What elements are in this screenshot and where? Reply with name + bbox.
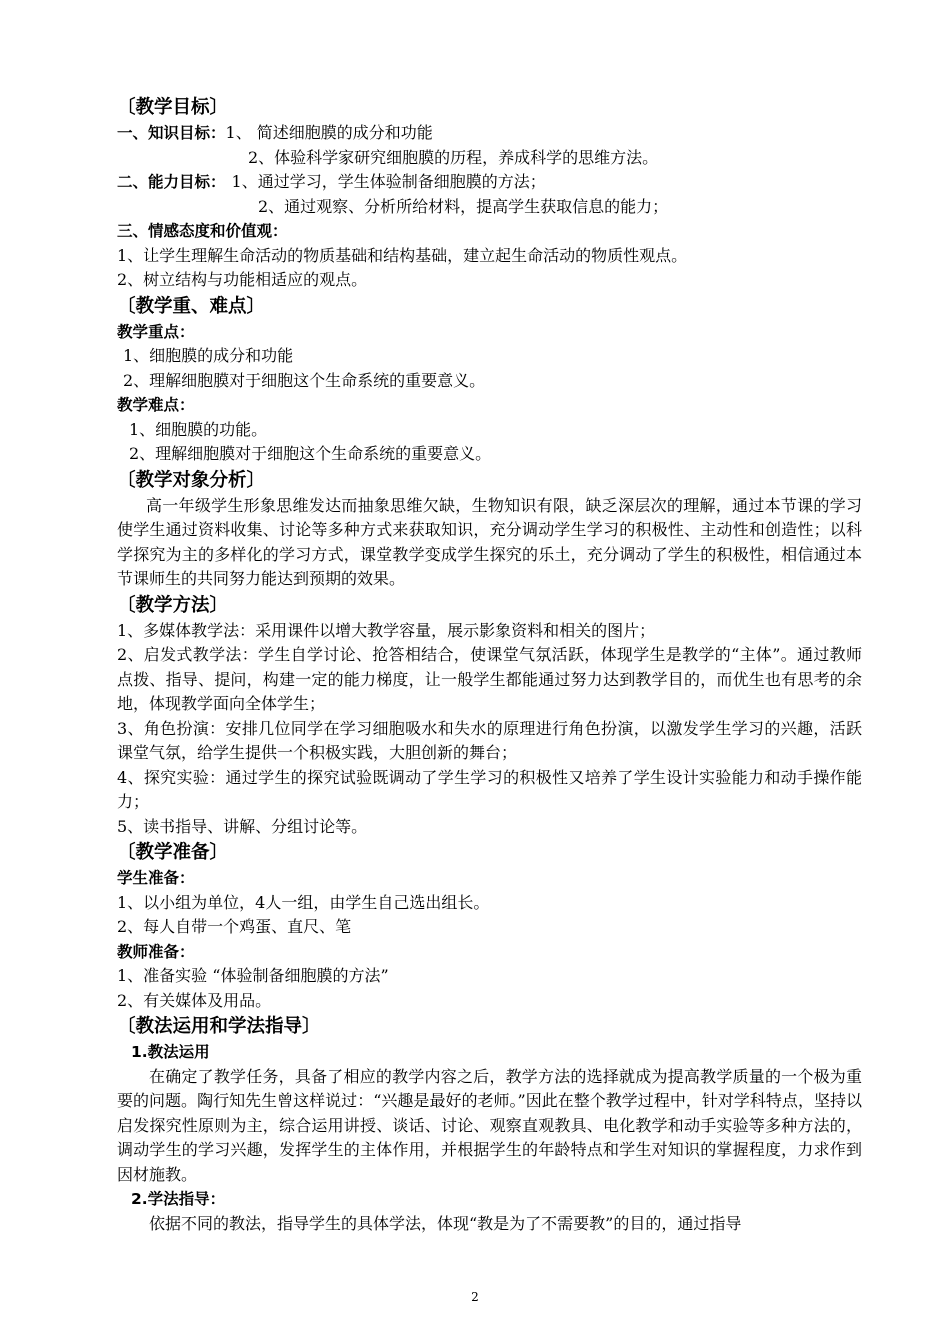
section-heading-methods: 〔教学方法〕 — [117, 594, 229, 616]
analysis-paragraph: 高一年级学生形象思维发达而抽象思维欠缺，生物知识有限，缺乏深层次的理解，通过本节课的学习使学生通过资料收集、讨论等多种方式来获取知识，充分调动学生学习的积极性、主动性和创造性；以科学探究为主的多样化的学习方式，课堂教学变成学生探究的乐土，充分调动了学生的积极性，相信通过本节课师生的共同努力能达到预期的效果。 — [117, 495, 862, 588]
emotion-goal-label: 三、情感态度和价值观： — [117, 222, 288, 240]
ability-goal-1: 1、通过学习，学生体验制备细胞膜的方法； — [231, 172, 546, 191]
ability-goal-label: 二、能力目标： — [117, 173, 226, 191]
page-number: 2 — [471, 1290, 479, 1304]
focus-label: 教学重点： — [117, 322, 195, 341]
method-item-2: 2、启发式教学法：学生自学讨论、抢答相结合，使课堂气氛活跃，体现学生是教学的“主体”。通过教师点拨、指导、提问，构建一定的能力梯度，让一般学生都能通过努力达到教学目的，而优生也有思考的余地，体现教学面向全体学生； — [117, 645, 862, 713]
ability-goal-line-1 — [117, 170, 862, 195]
learning-guidance-subheading: 2.学法指导： — [131, 1190, 226, 1208]
focus-item-1: 1、细胞膜的成分和功能 — [123, 346, 294, 365]
learning-guidance-paragraph: 依据不同的教法，指导学生的具体学法，体现“教是为了不需要教”的目的，通过指导 — [149, 1213, 742, 1233]
difficulty-label: 教学难点： — [117, 396, 195, 414]
teacher-prep-label: 教师准备： — [117, 942, 195, 961]
student-prep-1: 1、以小组为单位，4人一组，由学生自己选出组长。 — [117, 892, 490, 912]
difficulty-item-1: 1、细胞膜的功能。 — [129, 419, 268, 439]
knowledge-goal-line-1 — [117, 121, 862, 146]
method-item-5: 5、读书指导、讲解、分组讨论等。 — [117, 816, 368, 836]
ability-goal-2: 2、通过观察、分析所给材料，提高学生获取信息的能力； — [258, 196, 669, 216]
emotion-goal-2: 2、树立结构与功能相适应的观点。 — [117, 270, 368, 289]
student-prep-2: 2、每人自带一个鸡蛋、直尺、笔 — [117, 917, 352, 936]
section-heading-analysis: 〔教学对象分析〕 — [117, 469, 266, 491]
teaching-method-subheading: 1.教法运用 — [131, 1043, 210, 1061]
emotion-goal-1: 1、让学生理解生命活动的物质基础和结构基础，建立起生命活动的物质性观点。 — [117, 245, 688, 265]
knowledge-goal-2: 2、体验科学家研究细胞膜的历程，养成科学的思维方法。 — [248, 147, 659, 167]
teacher-prep-2: 2、有关媒体及用品。 — [117, 990, 272, 1010]
section-heading-preparation: 〔教学准备〕 — [117, 842, 229, 863]
method-item-3: 3、角色扮演：安排几位同学在学习细胞吸水和失水的原理进行角色扮演，以激发学生学习的兴趣，活跃课堂气氛，给学生提供一个积极实践，大胆创新的舞台； — [117, 718, 862, 762]
section-heading-key-points: 〔教学重、难点〕 — [117, 295, 266, 317]
section-heading-guidance: 〔教法运用和学法指导〕 — [117, 1016, 321, 1037]
section-heading-goals: 〔教学目标〕 — [117, 97, 229, 118]
method-item-4: 4、探究实验：通过学生的探究试验既调动了学生学习的积极性又培养了学生设计实验能力和动手操作能力； — [117, 767, 862, 811]
teacher-prep-1: 1、准备实验 “体验制备细胞膜的方法” — [117, 966, 389, 985]
knowledge-goal-label: 一、知识目标： — [117, 124, 226, 142]
document-page — [117, 94, 862, 1236]
method-item-1: 1、多媒体教学法：采用课件以增大教学容量，展示影象资料和相关的图片； — [117, 620, 656, 640]
student-prep-label: 学生准备： — [117, 869, 195, 887]
knowledge-goal-1: 1、 简述细胞膜的成分和功能 — [225, 123, 433, 142]
focus-item-2: 2、理解细胞膜对于细胞这个生命系统的重要意义。 — [123, 370, 486, 390]
teaching-method-paragraph: 在确定了教学任务，具备了相应的教学内容之后，教学方法的选择就成为提高教学质量的一个极为重要的问题。陶行知先生曾这样说过：“兴趣是最好的老师。”因此在整个教学过程中，针对学科特点，坚持以启发探究性原则为主，综合运用讲授、谈话、讨论、观察直观教具、电化教学和动手实验等多种方法的，调动学生的学习兴趣，发挥学生的主体作用，并根据学生的年龄特点和学生对知识的掌握程度，力求作到因材施教。 — [117, 1066, 862, 1184]
difficulty-item-2: 2、理解细胞膜对于细胞这个生命系统的重要意义。 — [129, 444, 492, 463]
